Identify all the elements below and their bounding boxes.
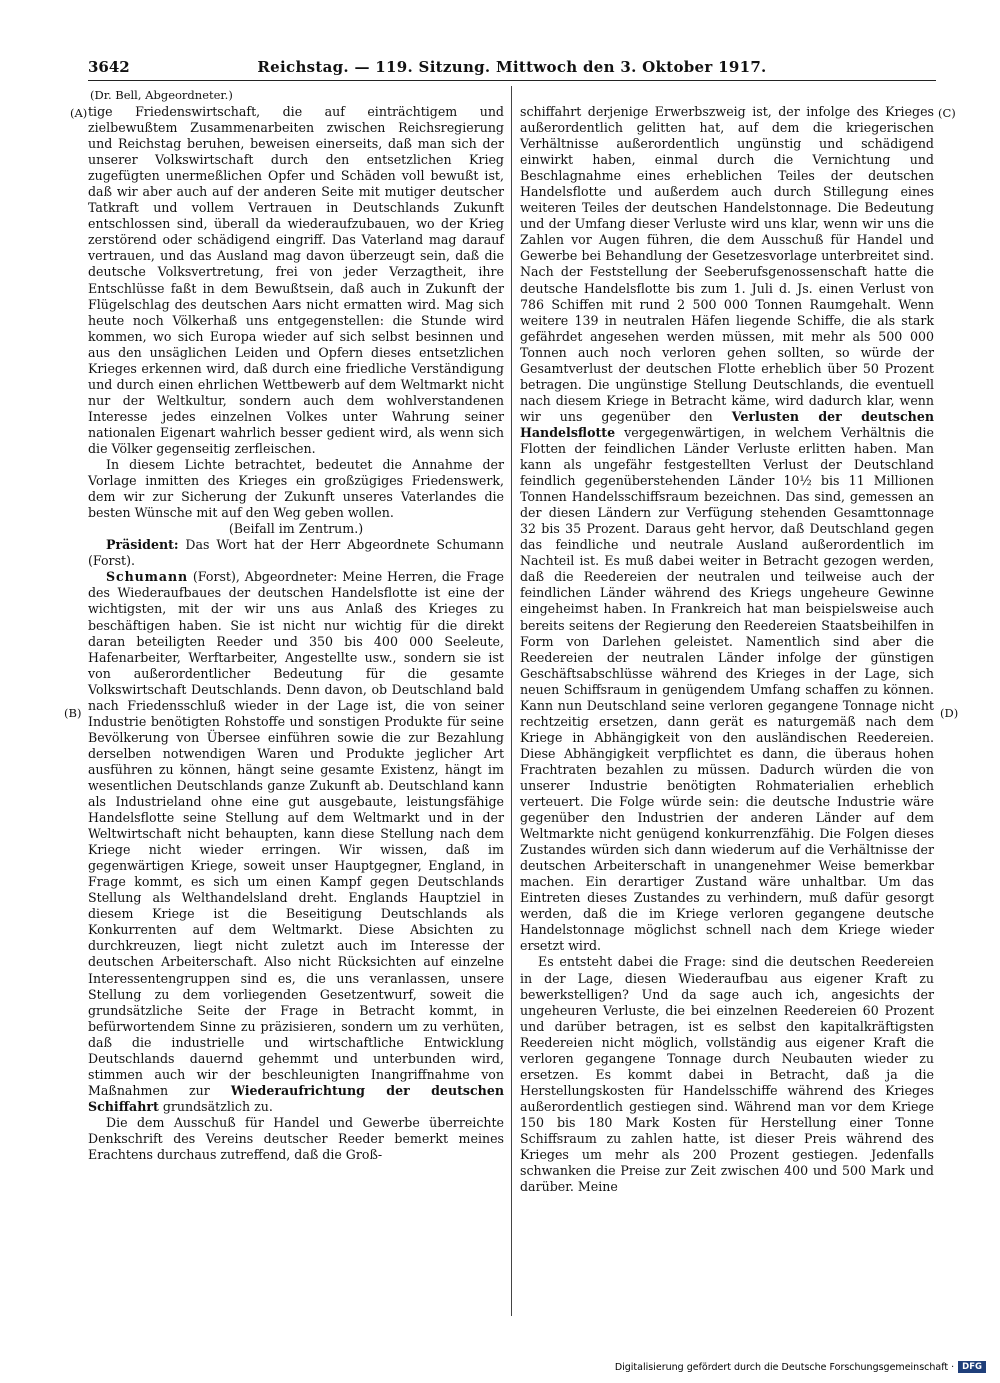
margin-mark-c: (C) — [938, 106, 956, 120]
page-number: 3642 — [88, 58, 130, 76]
margin-mark-d: (D) — [940, 706, 959, 720]
president-paragraph — [88, 537, 504, 569]
right-p1-bold: Verlusten der deutschen Handelsflotte — [520, 408, 934, 440]
margin-mark-a: (A) — [70, 106, 88, 120]
margin-mark-b: (B) — [64, 706, 82, 720]
schumann-intro: (Forst), Abgeordneter: Meine Herren, die Frage des Wiederaufbaues der deutschen Handelsflotte ist eine der wichtigsten, mit der wir uns aus Anlaß des Krieges zu beschäftigen haben. Sie ist nicht nur wichtig für die direkt daran beteiligten Reeder und 350 bis 400 000 Seeleute, Hafenarbeiter, Werftarbeiter, Angestellte usw., sondern sie ist von außerordentlicher Bedeutung für die gesamte Volkswirtschaft Deutschlands. Denn davon, ob Deutschland bald nach Friedensschluß wieder in der Lage ist, die von seiner Industrie benötigten Rohstoffe und sonstigen Produkte für seine Bevölkerung von Übersee einführen sowie die zur Bezahlung derselben notwendigen Waren und Produkte jeglicher Art ausführen zu können, hängt seine gesamte Existenz, hängt im wesentlichen Deutschlands ganze Zukunft ab. Deutschland kann als Industrieland ohne eine gut ausgebaute, leistungsfähige Handelsflotte seine Stellung auf dem Weltmarkt und in der Weltwirtschaft nicht behaupten, kann diese Stellung nach dem Kriege nicht wieder erringen. Wir wissen, daß im gegenwärtigen Kriege, soweit unser Hauptgegner, England, in Frage kommt, es sich um einen Kampf gegen Deutschlands Stellung als Welthandelsland dreht. Englands Hauptziel in diesem Kriege ist die Beseitigung Deutschlands als Konkurrenten auf dem Weltmarkt. Diese Absichten zu durchkreuzen, liegt nicht zuletzt auch im Interesse der deutschen Arbeiterschaft. Also nicht Rücksichten auf einzelne Interessentengruppen sind es, die uns veranlassen, unsere Stellung zu dem vorliegenden Gesetzentwurf, soweit die grundsätzliche Seite der Frage in Betracht kommt, in befürwortendem Sinne zu präzisieren, sondern um zu verhüten, daß die industrielle und wirtschaftliche Entwicklung Deutschlands dauernd gehemmt und unterbunden wird, stimmen auch wir der beschleunigten Inangriffnahme von Maßnahmen zur — [88, 569, 504, 1098]
applause-note: (Beifall im Zentrum.) — [228, 521, 364, 537]
footer-text: Digitalisierung gefördert durch die Deutsche Forschungsgemeinschaft · — [614, 1361, 955, 1373]
page-header — [88, 56, 936, 78]
right-paragraph-2: Es entsteht dabei die Frage: sind die deutschen Reedereien in der Lage, diesen Wiederaufbau aus eigener Kraft zu bewerkstelligen? Und da sage auch ich, angesichts der ungeheuren Verluste, die bei einzelnen Reedereien 60 Prozent und darüber betragen, ist es selbst den kapitalkräftigsten Reedereien nicht möglich, vollständig aus eigener Kraft die verloren gegangene Tonnage durch Neubauten wieder zu ersetzen. Es kommt dabei in Betracht, daß ja die Herstellungskosten für Handelsschiffe während des Krieges außerordentlich gestiegen sind. Während man vor dem Kriege 150 bis 180 Mark Kosten für Herstellung einer Tonne Schiffsraum zu zahlen hatte, ist dieser Preis während des Krieges um mehr als 200 Prozent gestiegen. Jedenfalls schwanken die Preise zur Zeit zwischen 400 und 500 Mark und darüber. Meine — [520, 954, 934, 1195]
footer — [615, 1361, 986, 1373]
president-text: Das Wort hat der Herr Abgeordnete Schumann (Forst). — [88, 537, 504, 569]
right-p1a: schiffahrt derjenige Erwerbszweig ist, der infolge des Krieges außerordentlich gelitten hat, auf dem die kriegerischen Verhältnisse außerordentlich ungünstig und schädigend einwirkt haben, einmal durch die Vernichtung und Beschlagnahme eines erheblichen Teiles der deutschen Handelsflotte und außerdem auch durch Stillegung eines weiteren Teiles der deutschen Handelstonnage. Die Bedeutung und der Umfang dieser Verluste wird uns klar, wenn wir uns die Zahlen vor Augen führen, die dem Ausschuß für Handel und Gewerbe bei Behandlung der Gesetzesvorlage unterbreitet sind. Nach der Feststellung der Seeberufsgenossenschaft hatte die deutsche Handelsflotte bis zum 1. Juli d. Js. einen Verlust von 786 Schiffen mit rund 2 500 000 Tonnen Raumgehalt. Wenn weitere 139 in neutralen Häfen liegende Schiffe, die als stark gefährdet angesehen werden müssen, mit mehr als 500 000 Tonnen auch noch verloren gehen sollten, so würde der Gesamtverlust der deutschen Flotte erheblich über 50 Prozent betragen. Die ungünstige Stellung Deutschlands, die eventuell nach diesem Kriege in Betracht käme, wird dadurch klar, wenn wir uns gegenüber den — [520, 104, 934, 424]
dfg-logo: DFG — [958, 1361, 986, 1373]
left-paragraph-4: Die dem Ausschuß für Handel und Gewerbe überreichte Denkschrift des Vereins deutscher Reeder bemerkt meines Erachtens durchaus zutreffend, daß die Groß- — [88, 1114, 504, 1163]
header-rule — [88, 80, 936, 81]
left-column — [88, 104, 504, 1304]
right-paragraph-1 — [520, 104, 934, 954]
schumann-bold: Wiederaufrichtung der deutschen Schiffahrt — [88, 1082, 505, 1114]
left-paragraph-1: tige Friedenswirtschaft, die auf einträchtigem und zielbewußtem Zusammenarbeiten zwischen Reichsregierung und Reichstag beruhen, beweisen einerseits, daß man sich der unserer Volkswirtschaft durch den entsetzlichen Krieg zugefügten unermeßlichen Opfer und Schäden voll bewußt ist, daß wir aber auch auf der anderen Seite mit mutiger deutscher Tatkraft und vollem Vertrauen in Deutschlands Zukunft entschlossen sind, überall da wiederaufzubauen, wo der Krieg zerstörend oder schädigend eingriff. Das Vaterland mag darauf vertrauen, und das Ausland mag davon überzeugt sein, daß die deutsche Volksvertretung, frei von jeder Verzagtheit, ihre Entschlüsse faßt in dem Bewußtsein, daß auch in Zukunft der Flügelschlag des deutschen Aars nicht ermatten wird. Mag sich heute noch Völkerhaß uns entgegenstellen: die Stunde wird kommen, wo sich Europa wieder auf sich selbst besinnen und aus den unsäglichen Leiden und Opfern dieses entsetzlichen Krieges erkennen wird, daß durch eine friedliche Verständigung und durch einen ehrlichen Wettbewerb auf dem Weltmarkt nicht nur der Weltkultur, sondern auch dem wohlverstandenen Interesse jedes einzelnen Volkes unter Wahrung seiner nationalen Eigenart wahrlich besser gedient wird, als wenn sich die Völker gegenseitig zerfleischen. — [88, 104, 504, 456]
column-divider — [511, 86, 512, 1316]
schumann-label: Schumann — [106, 569, 189, 585]
right-p1b: vergegenwärtigen, in welchem Verhältnis die Flotten der feindlichen Länder Verluste erlitten haben. Man kann als ungefähr festgestellten Verlust der Deutschland feindlich gegenüberstehenden Länder 10½ bis 11 Millionen Tonnen Handelsschiffsraum bezeichnen. Das sind, gemessen an der diesen Ländern zur Verfügung stehenden Gesamttonnage 32 bis 35 Prozent. Daraus geht hervor, daß Deutschland gegen das feindliche und neutrale Ausland außerordentlich im Nachteil ist. Es muß dabei weiter in Betracht gezogen werden, daß die Reedereien der neutralen und teilweise auch der feindlichen Länder während des Kriegs ungeheure Gewinne eingeheimst haben. In Frankreich hat man beispielsweise auch bereits seitens der Regierung den Reedereien Staatsbeihilfen in Form von Darlehen geleistet. Namentlich sind aber die Reedereien der neutralen Länder infolge der günstigen Geschäftsabschlüsse während des Krieges in der Lage, sich neuen Schiffsraum in genügendem Umfang schaffen zu können. Kann nun Deutschland seine verloren gegangene Tonnage nicht rechtzeitig ersetzen, dann gerät es naturgemäß nach dem Kriege in Abhängigkeit von den ausländischen Reedereien. Diese Abhängigkeit verpflichtet es dann, die überaus hohen Frachtraten bezahlen zu müssen. Dadurch würden die von unserer Industrie benötigten Rohmaterialien erheblich verteuert. Die Folge würde sein: die deutsche Industrie wäre gegenüber den Industrien der anderen Länder auf dem Weltmarkte nicht genügend konkurrenzfähig. Die Folgen dieses Zustandes würden sich dann wiederum auf die Verhältnisse der deutschen Arbeiterschaft in unangenehmer Weise bemerkbar machen. Ein derartiger Zustand wäre unhaltbar. Um das Eintreten dieses Zustandes zu verhindern, muß dafür gesorgt werden, daß die im Kriege verloren gegangene deutsche Handelstonnage möglichst schnell nach dem Kriege wieder ersetzt wird. — [520, 424, 934, 954]
header-title: Reichstag. — 119. Sitzung. Mittwoch den 3. Oktober 1917. — [257, 58, 767, 76]
president-label: Präsident: — [106, 537, 179, 553]
speaker-tag: (Dr. Bell, Abgeordneter.) — [90, 88, 233, 102]
right-column — [520, 104, 934, 1314]
schumann-paragraph — [88, 569, 504, 1115]
left-paragraph-2: In diesem Lichte betrachtet, bedeutet die Annahme der Vorlage inmitten des Krieges ein großzügiges Friedenswerk, dem wir zur Sicherung der Zukunft unseres Vaterlandes die besten Wünsche mit auf den Weg geben wollen. — [88, 457, 504, 521]
schumann-end: grundsätzlich zu. — [158, 1098, 273, 1114]
